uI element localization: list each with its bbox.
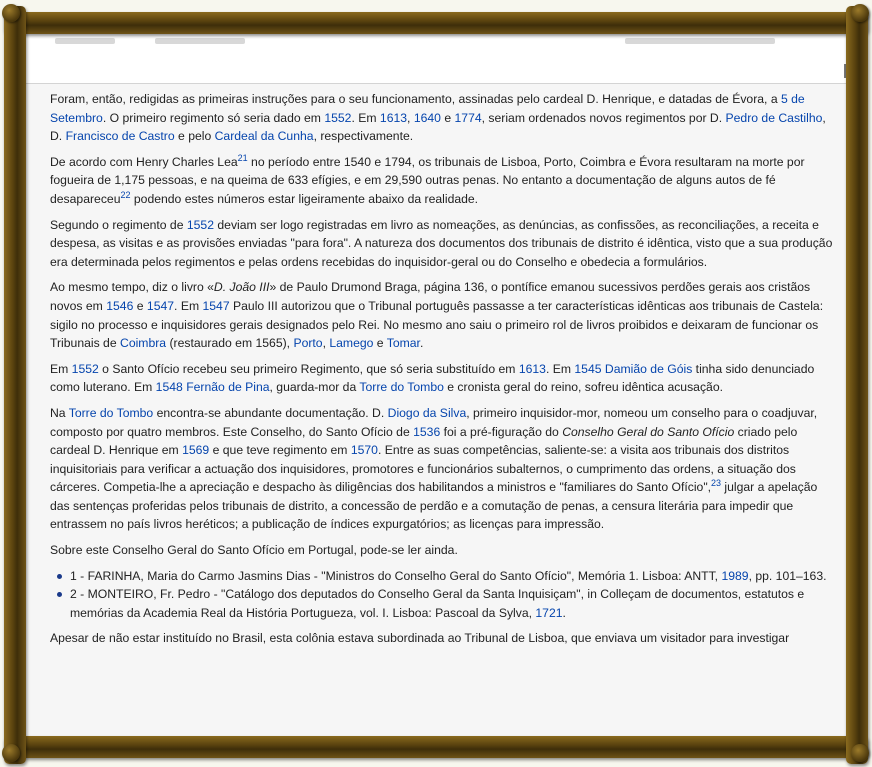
link-tomar[interactable]: Tomar bbox=[386, 336, 420, 351]
text: . Entre as suas competências, saliente-se: a visita aos tribunais dos distritos inquisitoriais para verificar a actuação dos inquisidores, promotores e funcionários subalternos, o cumprimento das ordens, a situação dos cárceres. Competia-lhe a apreciação e despacho às diligências dos habilitandos a ministros e "familiares do Santo Ofício", bbox=[50, 443, 796, 495]
frame-beam-right bbox=[846, 6, 868, 764]
text: Paulo III autorizou que o Tribunal português passasse a ter características idênticas aos tribunais de Castela: sigilo no processo e inquisidores gerais designados pelo Rei. No mesmo ano saiu o primeiro rol de livros proibidos e deixaram de funcionar os Tribunais de bbox=[50, 298, 824, 351]
link-1536[interactable]: 1536 bbox=[413, 424, 441, 439]
text: , bbox=[322, 336, 330, 351]
link-1989[interactable]: 1989 bbox=[721, 568, 749, 583]
link-1547[interactable]: 1547 bbox=[202, 298, 230, 313]
text: Sobre este Conselho Geral do Santo Ofício em Portugal, pode-se ler ainda. bbox=[50, 543, 458, 558]
link-1613[interactable]: 1613 bbox=[379, 110, 408, 125]
text: Na bbox=[50, 405, 69, 420]
paragraph-brasil bbox=[50, 629, 838, 648]
link-1569[interactable]: 1569 bbox=[182, 443, 210, 458]
link-1545[interactable]: 1545 bbox=[574, 361, 602, 376]
frame-corner-knob bbox=[851, 744, 869, 762]
link-1546[interactable]: 1546 bbox=[106, 298, 134, 313]
book-title: D. João III bbox=[213, 280, 270, 295]
paragraph-primeiro-regimento bbox=[50, 360, 838, 397]
text: foi a pré-figuração do bbox=[440, 424, 563, 439]
link-1640[interactable]: 1640 bbox=[413, 110, 441, 125]
text: , pp. 101–163. bbox=[748, 568, 827, 583]
link-1552[interactable]: 1552 bbox=[186, 217, 214, 232]
paragraph-henry-lea bbox=[50, 153, 838, 209]
text: no período entre 1540 e 1794, os tribunais de Lisboa, Porto, Coimbra e Évora resultaram na morte por fogueira de 1,175 pessoas, e na queima de 633 efígies, e em 29,590 outras penas. No entanto a documentação de alguns autos de fé desapareceu bbox=[50, 154, 805, 206]
paragraph-instrucoes bbox=[50, 90, 838, 146]
cropped-menu-text bbox=[155, 38, 245, 44]
frame-corner-knob bbox=[851, 4, 869, 22]
paragraph-regimento-1552 bbox=[50, 216, 838, 272]
paragraph-perdoes-gerais bbox=[50, 278, 838, 352]
text: , primeiro inquisidor-mor, nomeou um conselho para o coadjuvar, composto por quatro membros. Este Conselho, do Santo Ofício de bbox=[50, 405, 818, 439]
text: , D. bbox=[50, 110, 826, 144]
link-torre-do-tombo[interactable]: Torre do Tombo bbox=[68, 405, 154, 420]
link-francisco-de-castro[interactable]: Francisco de Castro bbox=[65, 129, 175, 144]
text: e que teve regimento em bbox=[209, 443, 351, 458]
text: encontra-se abundante documentação. D. bbox=[153, 405, 388, 420]
paragraph-torre-do-tombo bbox=[50, 404, 838, 534]
text: e pelo bbox=[174, 129, 215, 144]
link-1613[interactable]: 1613 bbox=[518, 361, 546, 376]
link-porto[interactable]: Porto bbox=[293, 336, 323, 351]
text: Foram, então, redigidas as primeiras instruções para o seu funcionamento, assinadas pelo cardeal D. Henrique, e datadas de Évora, a bbox=[50, 92, 781, 106]
bullet-icon bbox=[57, 574, 62, 579]
text: podendo estes números estar ligeiramente abaixo da realidade. bbox=[130, 191, 479, 206]
text: , seriam ordenados novos regimentos por D. bbox=[481, 110, 726, 125]
text: , respectivamente. bbox=[313, 129, 414, 144]
link-torre-do-tombo[interactable]: Torre do Tombo bbox=[359, 380, 444, 395]
bullet-icon bbox=[57, 592, 62, 597]
link-5-setembro[interactable]: 5 de Setembro bbox=[50, 92, 805, 125]
footnote-23[interactable]: 23 bbox=[711, 478, 722, 489]
italic-term: Conselho Geral do Santo Ofício bbox=[562, 424, 735, 439]
text: (restaurado em 1565), bbox=[166, 336, 294, 351]
article-content bbox=[50, 90, 838, 655]
link-fernao-de-pina[interactable]: Fernão de Pina bbox=[186, 380, 270, 395]
text: e bbox=[373, 336, 387, 351]
text: . Em bbox=[545, 361, 575, 376]
text: Apesar de não estar instituído no Brasil, esta colônia estava subordinada ao Tribunal de Lisboa, que enviava um visitador para investigar bbox=[50, 631, 790, 646]
link-1774[interactable]: 1774 bbox=[454, 110, 482, 125]
text: Ao mesmo tempo, diz o livro « bbox=[50, 280, 214, 295]
text: e cronista geral do reino, sofreu idêntica acusação. bbox=[443, 380, 723, 395]
text: criado pelo cardeal D. Henrique em bbox=[50, 424, 798, 458]
reference-list bbox=[50, 567, 838, 623]
text: . bbox=[562, 605, 566, 620]
text: tinha sido denunciado como luterano. Em bbox=[50, 361, 815, 395]
frame-beam-bottom bbox=[4, 736, 868, 758]
cropped-toolbar-icons bbox=[625, 38, 775, 44]
text: . O primeiro regimento só seria dado em bbox=[102, 110, 325, 125]
screenshot-window bbox=[24, 33, 848, 743]
text: , guarda-mor da bbox=[269, 380, 360, 395]
text: e bbox=[440, 110, 455, 125]
link-damiao-de-gois[interactable]: Damião de Góis bbox=[604, 361, 693, 376]
text: » de Paulo Drumond Braga, página 136, o pontífice emanou sucessivos perdões gerais aos cristãos novos em bbox=[50, 280, 811, 313]
text: Segundo o regimento de bbox=[50, 217, 187, 232]
browser-toolbar bbox=[25, 34, 847, 84]
text: julgar a apelação das sentenças proferidas pelos tribunais de distrito, a concessão de perdão e a comutação de penas, a censura literária para impedir que entrassem no país livros heréticos; a publicação de índices expurgatórios; as licenças para impressão. bbox=[50, 480, 818, 532]
list-item bbox=[70, 585, 838, 622]
link-1548[interactable]: 1548 bbox=[155, 380, 183, 395]
link-pedro-de-castilho[interactable]: Pedro de Castilho bbox=[725, 110, 823, 125]
text: , bbox=[407, 110, 414, 125]
text: . Em bbox=[174, 298, 203, 313]
text: deviam ser logo registradas em livro as nomeações, as denúncias, as confissões, as reconciliações, a receita e despesa, as visitas e as provisões enviadas "para fora". A natureza dos documentos dos tribunais de distrito é idêntica, visto que a sua produção era determinada pelos regimentos e pelas ordens recebidas do inquisidor-geral ou do Conselho e obedecia a formulários. bbox=[50, 217, 833, 269]
text: De acordo com Henry Charles Lea bbox=[50, 154, 238, 169]
frame-beam-left bbox=[4, 6, 26, 764]
text: . Em bbox=[351, 110, 380, 125]
link-cardeal-da-cunha[interactable]: Cardeal da Cunha bbox=[214, 129, 314, 144]
text: 1 - FARINHA, Maria do Carmo Jasmins Dias - "Ministros do Conselho Geral do Santo Ofício", Memória 1. Lisboa: ANTT, bbox=[70, 568, 722, 583]
link-1570[interactable]: 1570 bbox=[350, 443, 378, 458]
footnote-21[interactable]: 21 bbox=[237, 152, 248, 163]
paragraph-sobre-conselho bbox=[50, 541, 838, 560]
text: o Santo Ofício recebeu seu primeiro Regimento, que só seria substituído em bbox=[98, 361, 519, 376]
frame-beam-top bbox=[4, 12, 868, 34]
link-coimbra[interactable]: Coimbra bbox=[120, 336, 167, 351]
text: 2 - MONTEIRO, Fr. Pedro - "Catálogo dos deputados do Conselho Geral da Santa Inquisiçam", in Colleçam de documentos, estatutos e memórias da Academia Real da História Portugueza, vol. I. Lisboa: Pascoal da Sylva, bbox=[70, 587, 805, 620]
link-lamego[interactable]: Lamego bbox=[329, 336, 374, 351]
link-diogo-da-silva[interactable]: Diogo da Silva bbox=[387, 405, 467, 420]
link-1552[interactable]: 1552 bbox=[324, 110, 352, 125]
link-1552[interactable]: 1552 bbox=[71, 361, 99, 376]
link-1721[interactable]: 1721 bbox=[535, 605, 563, 620]
frame-corner-knob bbox=[2, 4, 20, 22]
text: Em bbox=[50, 361, 72, 376]
footnote-22[interactable]: 22 bbox=[120, 189, 131, 200]
frame-corner-knob bbox=[2, 744, 20, 762]
text: e bbox=[133, 298, 147, 313]
list-item bbox=[70, 567, 838, 586]
text: . bbox=[419, 336, 424, 351]
link-1547[interactable]: 1547 bbox=[146, 298, 175, 313]
cropped-menu-text bbox=[55, 38, 115, 44]
